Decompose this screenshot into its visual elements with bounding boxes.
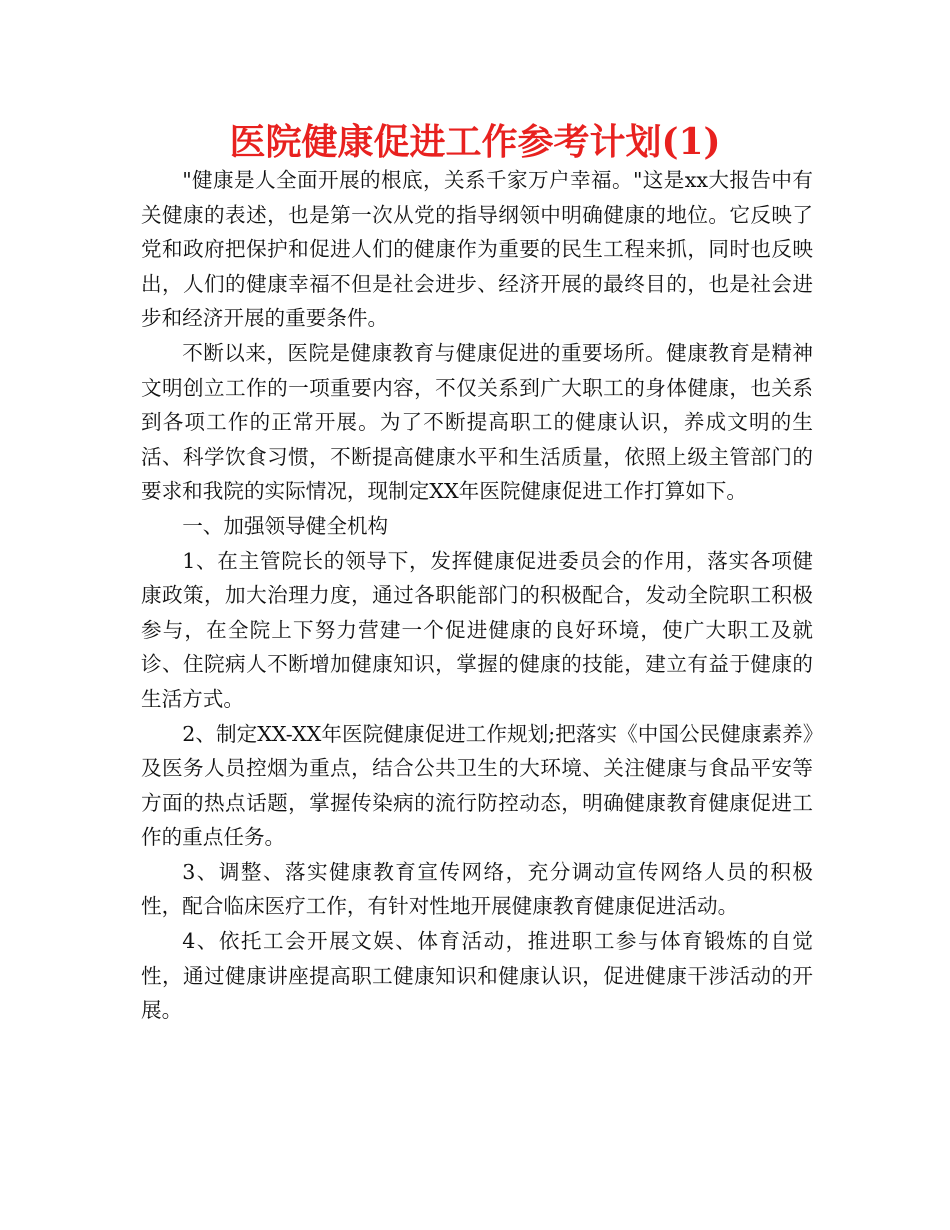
document-body — [141, 163, 813, 1028]
paragraph: "健康是人全面开展的根底，关系千家万户幸福。"这是xx大报告中有关健康的表述，也是第一次从党的指导纲领中明确健康的地位。它反映了党和政府把保护和促进人们的健康作为重要的民生工程来抓，同时也反映出，人们的健康幸福不但是社会进步、经济开展的最终目的，也是社会进步和经济开展的重要条件。 — [141, 168, 813, 331]
paragraph: 4、依托工会开展文娱、体育活动，推进职工参与体育锻炼的自觉性，通过健康讲座提高职工健康知识和健康认识，促进健康干涉活动的开展。 — [141, 929, 813, 1023]
paragraph: 不断以来，医院是健康教育与健康促进的重要场所。健康教育是精神文明创立工作的一项重要内容，不仅关系到广大职工的身体健康，也关系到各项工作的正常开展。为了不断提高职工的健康认识，养成文明的生活、科学饮食习惯，不断提高健康水平和生活质量，依照上级主管部门的要求和我院的实际情况，现制定XX年医院健康促进工作打算如下。 — [141, 340, 813, 504]
paragraph: 3、调整、落实健康教育宣传网络，充分调动宣传网络人员的积极性，配合临床医疗工作，有针对性地开展健康教育健康促进活动。 — [141, 859, 813, 919]
paragraph: 2、制定XX-XX年医院健康促进工作规划;把落实《中国公民健康素养》及医务人员控烟为重点，结合公共卫生的大环境、关注健康与食品平安等方面的热点话题，掌握传染病的流行防控动态，明确健康教育健康促进工作的重点任务。 — [141, 721, 813, 850]
section-heading: 一、加强领导健全机构 — [182, 513, 389, 538]
document-title: 医院健康促进工作参考计划(1) — [229, 121, 721, 163]
paragraph: 1、在主管院长的领导下，发挥健康促进委员会的作用，落实各项健康政策，加大治理力度，通过各职能部门的积极配合，发动全院职工积极参与，在全院上下努力营建一个促进健康的良好环境，使广大职工及就诊、住院病人不断增加健康知识，掌握的健康的技能，建立有益于健康的生活方式。 — [141, 548, 813, 711]
